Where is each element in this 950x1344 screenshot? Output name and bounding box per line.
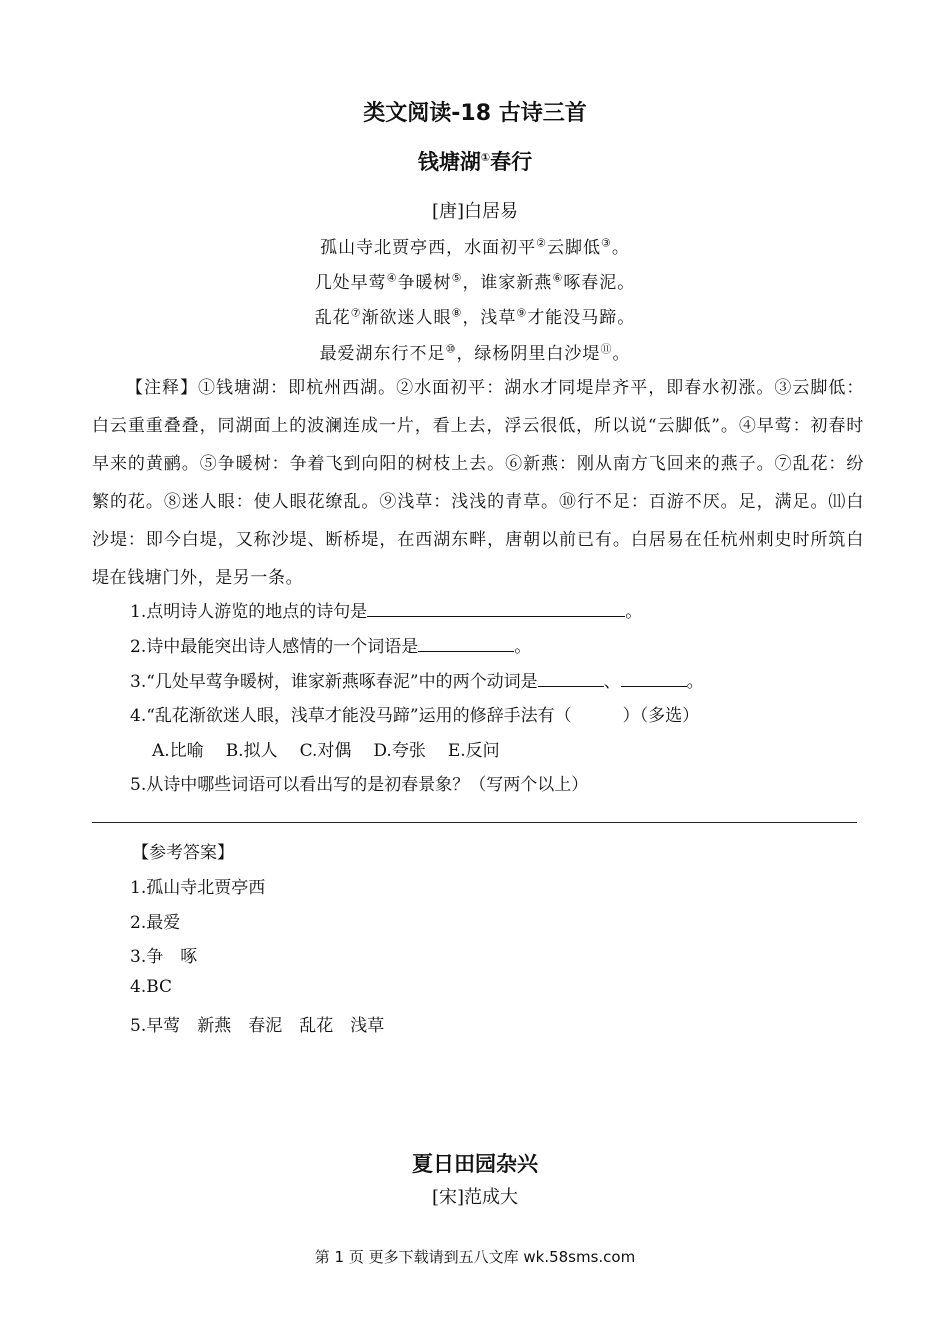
line-text: 啄春泥。 [563, 273, 636, 293]
line-text: ，浅草 [462, 308, 517, 328]
answer-5: 5.早莺 新燕 春泥 乱花 浅草 [130, 1016, 385, 1036]
line-text: 几处早莺 [314, 273, 387, 293]
poem1-line-1 [0, 233, 950, 258]
line-text: 。 [612, 344, 631, 364]
line-text: 争暖树 [397, 273, 452, 293]
question-1 [130, 597, 642, 622]
line-text: 才能没马蹄。 [527, 308, 636, 328]
question-punct: 。 [514, 637, 532, 657]
notes-paragraph: 【注释】①钱塘湖：即杭州西湖。②水面初平：湖水才同堤岸齐平，即春水初涨。③云脚低：白云重重叠叠，同湖面上的波澜连成一片，看上去，浮云很低，所以说“云脚低”。④早莺：初春时早来的黄鹂。⑤争暖树：争着飞到向阳的树枝上去。⑥新燕：刚从南方飞回来的燕子。⑦乱花：纷繁的花。⑧迷人眼：使人眼花缭乱。⑨浅草：浅浅的青草。⑩行不足：百游不厌。足，满足。⑾白沙堤：即今白堤，又称沙堤、断桥堤，在西湖东畔，唐朝以前已有。白居易在任杭州刺史时所筑白堤在钱塘门外，是另一条。 [92, 378, 864, 588]
question-2 [130, 632, 531, 657]
note-mark: ⑦ [350, 306, 362, 320]
question-text: 1.点明诗人游览的地点的诗句是 [130, 602, 368, 622]
line-text: 乱花 [314, 308, 351, 328]
answer-blank[interactable] [367, 600, 625, 617]
poem1-title-tail: 春行 [490, 150, 533, 174]
poem2-title: 夏日田园杂兴 [412, 1152, 538, 1176]
answer-3: 3.争 啄 [130, 947, 198, 967]
document-title: 类文阅读-18 古诗三首 [363, 101, 587, 126]
option-c[interactable]: C.对偶 [299, 741, 352, 761]
question-text: 2.诗中最能突出诗人感情的一个词语是 [130, 637, 419, 657]
poem1-title [0, 146, 950, 176]
page-footer: 第 1 页 更多下载请到五八文库 wk.58sms.com [314, 1248, 636, 1266]
divider [92, 822, 857, 823]
answer-4: 4.BC [130, 977, 173, 997]
note-mark: ⑥ [552, 271, 564, 285]
poem1-author: [唐]白居易 [431, 201, 519, 222]
question-punct: 。 [625, 602, 643, 622]
answers-heading: 【参考答案】 [132, 843, 234, 863]
line-text: 最爱湖东行不足 [319, 344, 446, 364]
line-text: ，谁家新燕 [462, 273, 553, 293]
question-text: 3.“几处早莺争暖树，谁家新燕啄春泥”中的两个动词是 [130, 672, 538, 692]
answer-1: 1.孤山寺北贾亭西 [130, 878, 266, 898]
answer-blank[interactable] [538, 670, 604, 687]
line-text: 。 [611, 238, 630, 258]
note-mark: ③ [601, 236, 612, 250]
note-mark: ⑩ [445, 342, 457, 356]
poem1-line-2 [0, 268, 950, 293]
answer-blank[interactable] [621, 670, 687, 687]
line-text: ，绿杨阴里白沙堤 [456, 344, 601, 364]
question-3 [130, 667, 704, 692]
option-e[interactable]: E.反问 [447, 741, 500, 761]
poem1-title-note-mark: ① [480, 151, 491, 164]
note-mark: ⑧ [451, 306, 463, 320]
option-d[interactable]: D.夸张 [373, 741, 426, 761]
line-text: 渐欲迷人眼 [361, 308, 452, 328]
question-4: 4.“乱花渐欲迷人眼，浅草才能没马蹄”运用的修辞手法有（ ）（多选） [130, 706, 700, 726]
poem2-author: [宋]范成大 [431, 1187, 519, 1208]
note-mark: ④ [386, 271, 398, 285]
answer-blank[interactable] [418, 635, 514, 652]
poem1-title-text: 钱塘湖 [417, 150, 481, 174]
question-5: 5.从诗中哪些词语可以看出写的是初春景象？（写两个以上） [130, 775, 589, 795]
answer-2: 2.最爱 [130, 913, 181, 933]
note-mark: ⑨ [516, 306, 528, 320]
line-text: 云脚低 [547, 238, 601, 258]
line-text: 孤山寺北贾亭西，水面初平 [320, 238, 537, 258]
option-b[interactable]: B.拟人 [225, 741, 278, 761]
note-mark: ② [536, 236, 547, 250]
note-mark: ⑪ [600, 342, 613, 356]
question-4-options [152, 736, 522, 761]
poem1-line-3 [0, 303, 950, 328]
note-mark: ⑤ [451, 271, 463, 285]
question-punct: 。 [686, 672, 704, 692]
option-a[interactable]: A.比喻 [152, 741, 204, 761]
question-punct: 、 [603, 672, 621, 692]
poem1-line-4 [0, 339, 950, 364]
